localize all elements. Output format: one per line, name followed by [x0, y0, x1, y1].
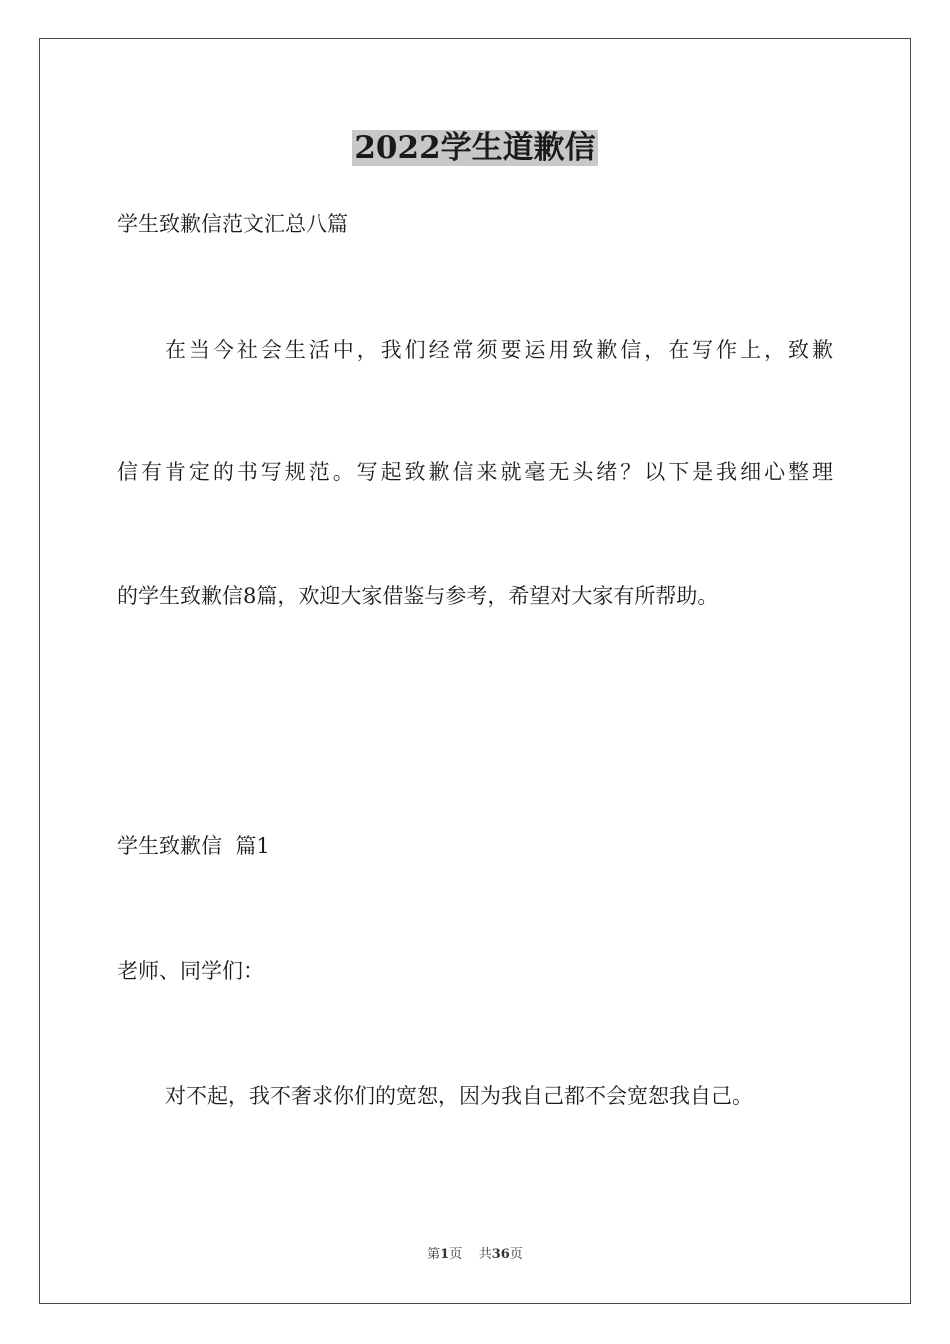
intro-line-2: 信有肯定的书写规范。写起致歉信来就毫无头绪？以下是我细心整理: [117, 460, 833, 484]
footer-page-total: 36: [491, 1247, 510, 1262]
footer-page-prefix: 第: [427, 1247, 441, 1262]
document-title: [0, 128, 950, 168]
document-subtitle: 学生致歉信范文汇总八篇: [117, 212, 348, 236]
intro-line-3: 的学生致歉信8篇，欢迎大家借鉴与参考，希望对大家有所帮助。: [117, 584, 719, 608]
salutation: 老师、同学们：: [117, 959, 264, 983]
body-paragraph: 对不起，我不奢求你们的宽恕，因为我自己都不会宽恕我自己。: [165, 1084, 753, 1108]
footer-page-current: 1: [440, 1247, 450, 1262]
document-title-text: 2022学生道歉信: [354, 130, 596, 166]
section-heading: 学生致歉信 篇1: [117, 834, 270, 858]
footer-page-mid: 页 共: [449, 1247, 492, 1262]
footer-page-suffix: 页: [509, 1247, 523, 1262]
intro-line-1: 在当今社会生活中，我们经常须要运用致歉信，在写作上，致歉: [165, 338, 833, 362]
page-footer: [0, 1246, 950, 1264]
